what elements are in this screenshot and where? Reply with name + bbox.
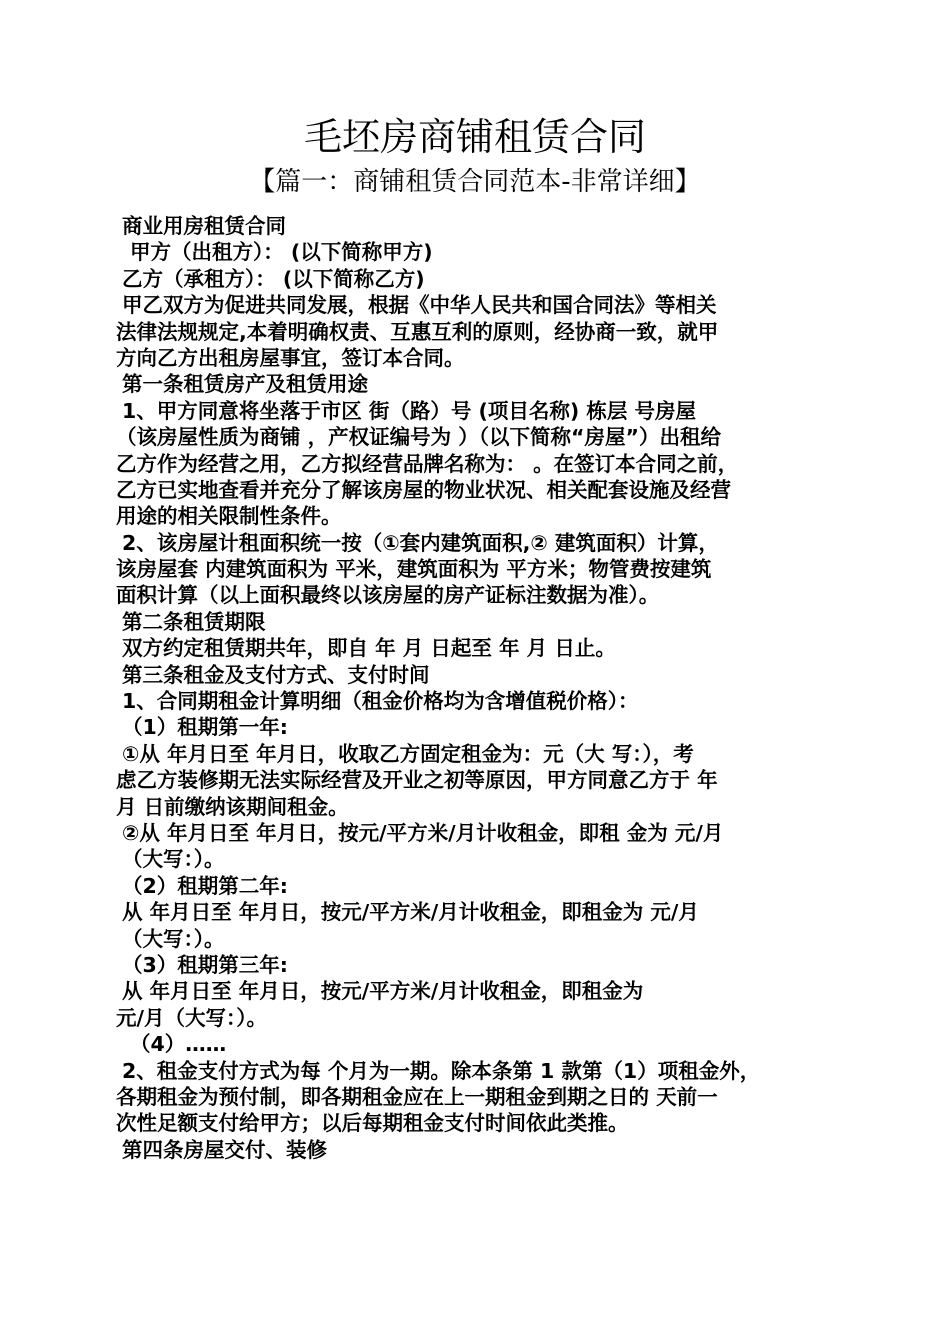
contract-line: 1、合同期租金计算明细（租金价格均为含增值税价格）： xyxy=(122,689,639,714)
contract-line: 双方约定租赁期共年，即自 年 月 日起至 年 月 日止。 xyxy=(122,636,616,661)
contract-line: 方向乙方出租房屋事宜，签订本合同。 xyxy=(116,345,465,370)
contract-line: 乙方（承租方）： (以下简称乙方) xyxy=(122,266,425,291)
contract-line: （3）租期第三年: xyxy=(122,952,288,977)
contract-line: 虑乙方装修期无法实际经营及开业之初等原因，甲方同意乙方于 年 xyxy=(116,768,718,793)
contract-line: 2、租金支付方式为每 个月为一期。除本条第 1 款第（1）项租金外， xyxy=(122,1058,761,1083)
contract-line: （大写：）。 xyxy=(122,926,225,951)
contract-line: （2）租期第二年: xyxy=(122,873,288,898)
document-title: 毛坯房商铺租赁合同 xyxy=(303,115,646,159)
contract-line: 商业用房租赁合同 xyxy=(122,214,286,238)
contract-line: 从 年月日至 年月日，按元/平方米/月计收租金，即租金为 xyxy=(122,979,644,1004)
contract-line: 甲方（出租方）： (以下简称甲方) xyxy=(130,240,433,265)
contract-line: 法律法规规定,本着明确权责、互惠互利的原则，经协商一致，就甲 xyxy=(116,319,719,344)
contract-line: 元/月（大写：）。 xyxy=(116,1005,267,1030)
contract-line: 月 日前缴纳该期间租金。 xyxy=(116,794,349,819)
contract-line: 1、甲方同意将坐落于市区 街（路）号 (项目名称) 栋层 号房屋 xyxy=(122,398,697,423)
contract-line: ①从 年月日至 年月日，收取乙方固定租金为：元（大 写：），考 xyxy=(122,741,694,766)
contract-line: （1）租期第一年: xyxy=(122,715,288,740)
contract-line: （该房屋性质为商铺 ，产权证编号为 ）（以下简称“房屋”）出租给 xyxy=(116,425,721,450)
contract-line: ②从 年月日至 年月日，按元/平方米/月计收租金，即租 金为 元/月 xyxy=(122,820,724,845)
contract-line: 从 年月日至 年月日，按元/平方米/月计收租金，即租金为 元/月 xyxy=(122,900,699,925)
contract-line: 第二条租赁期限 xyxy=(122,609,266,634)
contract-line: 甲乙双方为促进共同发展，根据《中华人民共和国合同法》等相关 xyxy=(122,293,717,318)
contract-line: 第一条租赁房产及租赁用途 xyxy=(122,372,368,397)
contract-line: 用途的相关限制性条件。 xyxy=(116,504,342,529)
contract-line: 2、该房屋计租面积统一按（①套内建筑面积,② 建筑面积）计算， xyxy=(122,530,719,555)
contract-line: 该房屋套 内建筑面积为 平米，建筑面积为 平方米；物管费按建筑 xyxy=(116,557,712,582)
contract-line: 乙方作为经营之用，乙方拟经营品牌名称为： 。在签订本合同之前， xyxy=(116,451,739,476)
document-subtitle: 【篇一：商铺租赁合同范本-非常详细】 xyxy=(249,167,701,197)
contract-line: （4）…… xyxy=(130,1032,227,1057)
contract-line: 第四条房屋交付、装修 xyxy=(122,1137,327,1162)
contract-line: 次性足额支付给甲方；以后每期租金支付时间依此类推。 xyxy=(116,1111,629,1136)
contract-line: 第三条租金及支付方式、支付时间 xyxy=(122,662,430,687)
contract-line: 各期租金为预付制，即各期租金应在上一期租金到期之日的 天前一 xyxy=(116,1084,718,1109)
contract-line: 面积计算（以上面积最终以该房屋的房产证标注数据为准）。 xyxy=(116,583,660,608)
contract-line: 乙方已实地查看并充分了解该房屋的物业状况、相关配套设施及经营 xyxy=(116,477,731,502)
contract-line: （大写：）。 xyxy=(122,847,225,872)
contract-body xyxy=(116,213,846,1163)
